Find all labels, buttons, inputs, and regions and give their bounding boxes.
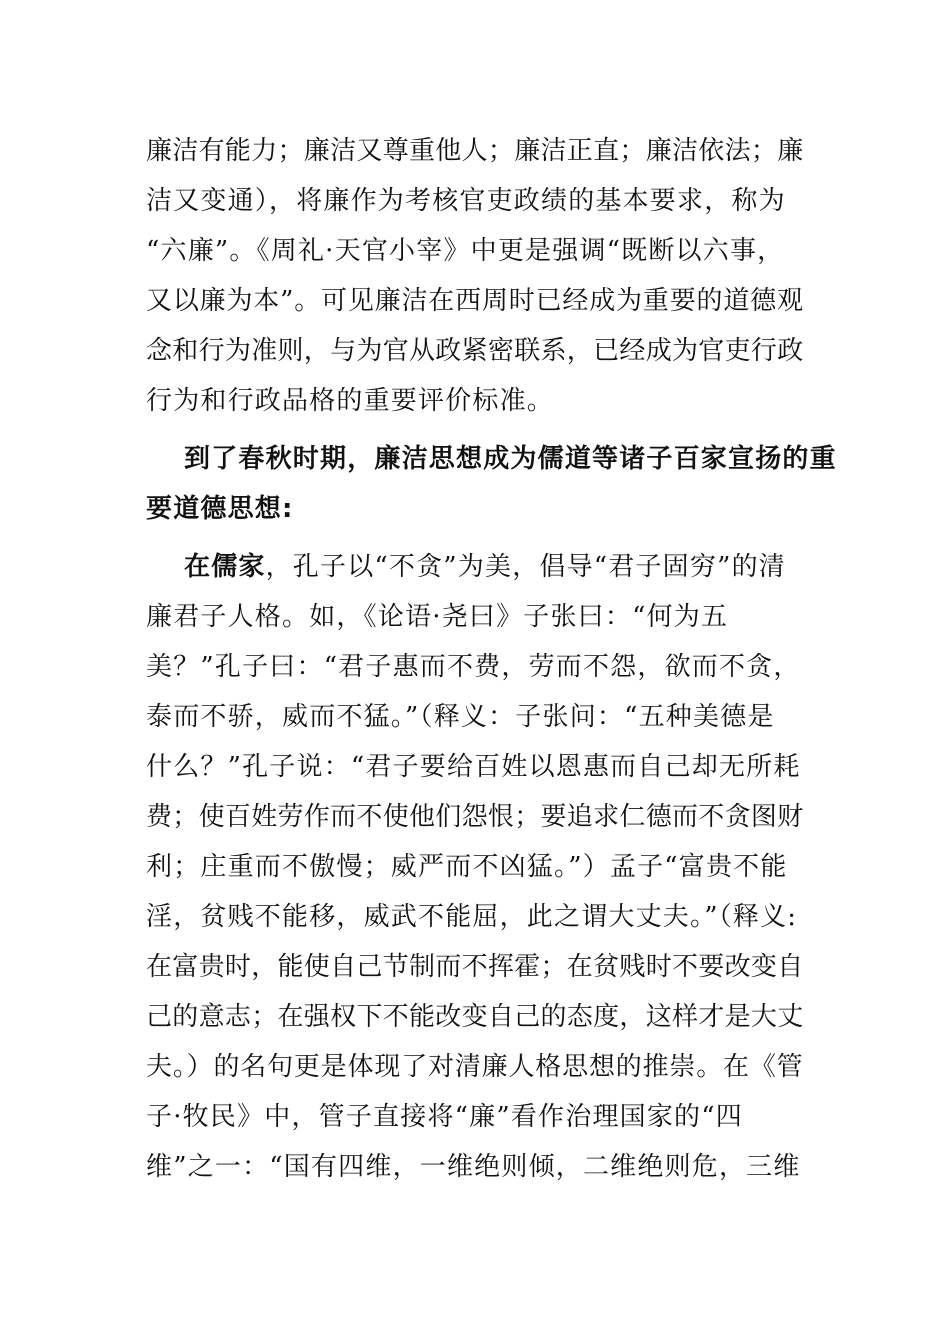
- paragraph-2-line-11: 夫。）的名句更是体现了对清廉人格思想的推崇。在《管: [146, 1052, 804, 1082]
- paragraph-1-line-6: 行为和行政品格的重要评价标准。: [146, 386, 555, 416]
- paragraph-2-line-12: 子·牧民》中，管子直接将“廉”看作治理国家的“四: [146, 1102, 743, 1132]
- paragraph-2-line-7: 利；庄重而不傲慢；威严而不凶猛。”）孟子“富贵不能: [146, 852, 788, 882]
- paragraph-2-line-4: 泰而不骄，威而不猛。”（释义：子张问：“五种美德是: [146, 702, 775, 732]
- section-heading-line-1: 到了春秋时期，廉洁思想成为儒道等诸子百家宣扬的重: [184, 444, 837, 474]
- section-heading-line-2: 要道德思想:: [146, 494, 294, 524]
- paragraph-2-line-10: 己的意志；在强权下不能改变自己的态度，这样才是大丈: [146, 1002, 804, 1032]
- paragraph-2-line-3: 美？”孔子曰：“君子惠而不费，劳而不怨，欲而不贪，: [146, 652, 801, 682]
- paragraph-2-line-1-text: ，孔子以“不贪”为美，倡导“君子固穷”的清: [265, 552, 786, 582]
- paragraph-2-line-13: 维”之一：“国有四维，一维绝则倾，二维绝则危，三维: [146, 1152, 801, 1182]
- paragraph-2-line-1: [184, 550, 844, 584]
- paragraph-1-line-2: 洁又变通），将廉作为考核官吏政绩的基本要求，称为: [146, 186, 786, 216]
- paragraph-2-line-5: 什么？”孔子说：“君子要给百姓以恩惠而自己却无所耗: [146, 752, 801, 782]
- paragraph-1-line-4: 又以廉为本”。可见廉洁在西周时已经成为重要的道德观: [146, 286, 804, 316]
- paragraph-2-line-6: 费；使百姓劳作而不使他们怨恨；要追求仁德而不贪图财: [146, 802, 804, 832]
- paragraph-1-line-3: “六廉”。《周礼·天官小宰》中更是强调“既断以六事，: [146, 236, 785, 266]
- paragraph-2-line-2: 廉君子人格。如，《论语·尧曰》子张曰：“何为五: [146, 602, 729, 632]
- paragraph-2-line-9: 在富贵时，能使自己节制而不挥霍；在贫贱时不要改变自: [146, 952, 804, 982]
- paragraph-1-line-5: 念和行为准则，与为官从政紧密联系，已经成为官吏行政: [146, 336, 804, 366]
- paragraph-1-line-1: 廉洁有能力；廉洁又尊重他人；廉洁正直；廉洁依法；廉: [146, 136, 804, 166]
- paragraph-2-line-8: 淫，贫贱不能移，威武不能屈，此之谓大丈夫。”（释义:: [146, 902, 798, 932]
- confucian-label: 在儒家: [184, 552, 266, 582]
